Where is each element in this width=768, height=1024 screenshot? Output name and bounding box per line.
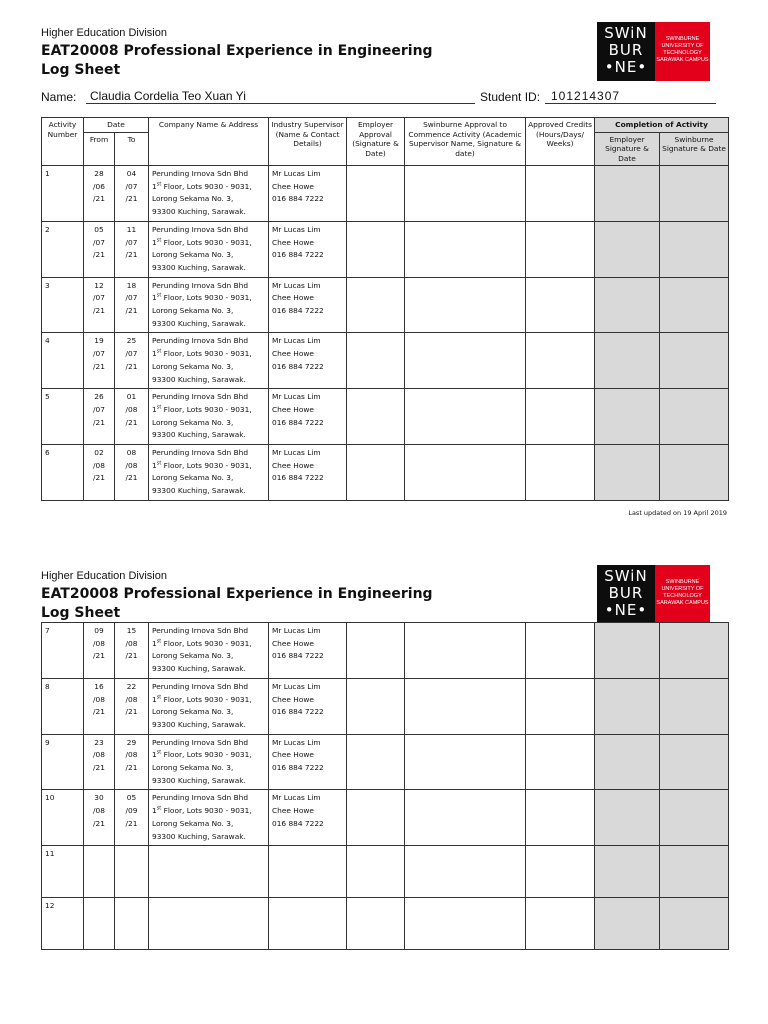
swinburne-approval-cell[interactable] — [405, 445, 526, 501]
swinburne-signature-cell[interactable] — [660, 846, 729, 898]
employer-approval-cell[interactable] — [347, 389, 405, 445]
table-row — [42, 623, 729, 679]
logo-subtext: SWINBURNE UNIVERSITY OF TECHNOLOGY SARAWAK CAMPUS — [655, 22, 710, 81]
name-value: Claudia Cordelia Teo Xuan Yi — [90, 89, 246, 103]
date-to-cell — [115, 445, 149, 501]
col-date-from: From — [84, 132, 115, 166]
date-to: 11 /07 /21 — [125, 224, 138, 260]
supervisor-cell — [269, 166, 347, 222]
employer-signature-cell[interactable] — [595, 846, 660, 898]
empty-cell[interactable] — [269, 898, 347, 950]
activity-number: 12 — [42, 898, 84, 950]
date-to: 29 /08 /21 — [125, 737, 138, 773]
swinburne-signature-cell[interactable] — [660, 445, 729, 501]
company-address: Perunding Irnova Sdn Bhd 1st Floor, Lots 9030 - 9031, Lorong Sekama No. 3, 93300 Kuching, Sarawak. — [152, 626, 252, 674]
table-row — [42, 678, 729, 734]
activity-number: 1 — [42, 166, 84, 222]
company-address: Perunding Irnova Sdn Bhd 1st Floor, Lots 9030 - 9031, Lorong Sekama No. 3, 93300 Kuching, Sarawak. — [152, 280, 252, 328]
col-swinburne-signature: Swinburne Signature & Date — [660, 132, 729, 166]
company-address: Perunding Irnova Sdn Bhd 1st Floor, Lots 9030 - 9031, Lorong Sekama No. 3, 93300 Kuching, Sarawak. — [152, 169, 252, 217]
swinburne-signature-cell[interactable] — [660, 277, 729, 333]
supervisor-details: Mr Lucas Lim Chee Howe 016 884 7222 — [272, 448, 324, 483]
employer-approval-cell[interactable] — [347, 790, 405, 846]
empty-cell[interactable] — [84, 898, 115, 950]
date-from-cell — [84, 734, 115, 790]
approved-credits-cell[interactable] — [526, 445, 595, 501]
date-to-cell — [115, 166, 149, 222]
company-address: Perunding Irnova Sdn Bhd 1st Floor, Lots 9030 - 9031, Lorong Sekama No. 3, 93300 Kuching, Sarawak. — [152, 336, 252, 384]
empty-cell[interactable] — [405, 846, 526, 898]
approved-credits-cell[interactable] — [526, 734, 595, 790]
student-id-underline — [545, 103, 716, 104]
empty-cell[interactable] — [149, 898, 269, 950]
empty-cell[interactable] — [347, 846, 405, 898]
supervisor-details: Mr Lucas Lim Chee Howe 016 884 7222 — [272, 793, 324, 828]
table-row — [42, 846, 729, 898]
col-supervisor: Industry Supervisor (Name & Contact Details) — [269, 118, 347, 166]
company-cell — [149, 445, 269, 501]
date-from-cell — [84, 166, 115, 222]
empty-cell[interactable] — [84, 846, 115, 898]
supervisor-cell — [269, 623, 347, 679]
col-completion: Completion of Activity — [595, 118, 729, 133]
table-row — [42, 333, 729, 389]
approved-credits-cell[interactable] — [526, 389, 595, 445]
employer-signature-cell[interactable] — [595, 445, 660, 501]
activity-number: 8 — [42, 678, 84, 734]
swinburne-signature-cell[interactable] — [660, 623, 729, 679]
company-cell — [149, 389, 269, 445]
swinburne-approval-cell[interactable] — [405, 166, 526, 222]
empty-cell[interactable] — [115, 898, 149, 950]
logo-wordmark: SWiN BUR •NE• — [597, 22, 655, 81]
date-from-cell — [84, 221, 115, 277]
employer-signature-cell[interactable] — [595, 166, 660, 222]
supervisor-details: Mr Lucas Lim Chee Howe 016 884 7222 — [272, 169, 324, 204]
title-line-2: Log Sheet — [41, 605, 121, 621]
company-cell — [149, 221, 269, 277]
table-row — [42, 445, 729, 501]
date-from-cell — [84, 790, 115, 846]
date-from: 19 /07 /21 — [93, 336, 105, 371]
date-to-cell — [115, 790, 149, 846]
title-line-2: Log Sheet — [41, 62, 121, 78]
employer-approval-cell[interactable] — [347, 623, 405, 679]
date-to-cell — [115, 623, 149, 679]
company-cell — [149, 678, 269, 734]
date-to-cell — [115, 221, 149, 277]
division-label-page-2: Higher Education Division — [41, 570, 167, 582]
date-to-cell — [115, 333, 149, 389]
date-to: 15 /08 /21 — [125, 626, 138, 661]
date-to: 18 /07 /21 — [125, 280, 138, 316]
supervisor-cell — [269, 678, 347, 734]
swinburne-approval-cell[interactable] — [405, 790, 526, 846]
date-from: 12 /07 /21 — [93, 280, 105, 316]
date-to: 08 /08 /21 — [125, 448, 138, 483]
supervisor-cell — [269, 790, 347, 846]
company-address: Perunding Irnova Sdn Bhd 1st Floor, Lots 9030 - 9031, Lorong Sekama No. 3, 93300 Kuching, Sarawak. — [152, 448, 252, 496]
name-label: Name: — [41, 90, 77, 104]
table-row — [42, 389, 729, 445]
date-from-cell — [84, 445, 115, 501]
company-address: Perunding Irnova Sdn Bhd 1st Floor, Lots 9030 - 9031, Lorong Sekama No. 3, 93300 Kuching, Sarawak. — [152, 224, 252, 272]
swinburne-signature-cell[interactable] — [660, 678, 729, 734]
swinburne-signature-cell[interactable] — [660, 166, 729, 222]
approved-credits-cell[interactable] — [526, 166, 595, 222]
table-row — [42, 166, 729, 222]
activity-number: 7 — [42, 623, 84, 679]
date-to-cell — [115, 389, 149, 445]
supervisor-cell — [269, 445, 347, 501]
activity-number: 3 — [42, 277, 84, 333]
date-from: 09 /08 /21 — [93, 626, 105, 661]
table-row — [42, 277, 729, 333]
logo-wordmark: SWiN BUR •NE• — [597, 565, 655, 624]
supervisor-details: Mr Lucas Lim Chee Howe 016 884 7222 — [272, 737, 324, 773]
date-from-cell — [84, 333, 115, 389]
supervisor-cell — [269, 734, 347, 790]
employer-approval-cell[interactable] — [347, 333, 405, 389]
swinburne-signature-cell[interactable] — [660, 898, 729, 950]
employer-signature-cell[interactable] — [595, 678, 660, 734]
date-from: 02 /08 /21 — [93, 448, 105, 483]
employer-signature-cell[interactable] — [595, 734, 660, 790]
student-id-value: 101214307 — [551, 89, 621, 103]
division-label: Higher Education Division — [41, 27, 167, 39]
swinburne-approval-cell[interactable] — [405, 221, 526, 277]
supervisor-cell — [269, 389, 347, 445]
employer-signature-cell[interactable] — [595, 277, 660, 333]
date-to-cell — [115, 277, 149, 333]
approved-credits-cell[interactable] — [526, 277, 595, 333]
name-underline — [86, 103, 475, 104]
company-cell — [149, 277, 269, 333]
date-from-cell — [84, 678, 115, 734]
employer-approval-cell[interactable] — [347, 277, 405, 333]
date-to-cell — [115, 734, 149, 790]
table-row — [42, 734, 729, 790]
col-activity-number: Activity Number — [42, 118, 84, 166]
empty-cell[interactable] — [405, 898, 526, 950]
employer-signature-cell[interactable] — [595, 898, 660, 950]
employer-signature-cell[interactable] — [595, 389, 660, 445]
empty-cell[interactable] — [115, 846, 149, 898]
date-from: 26 /07 /21 — [93, 392, 105, 427]
empty-cell[interactable] — [526, 846, 595, 898]
swinburne-signature-cell[interactable] — [660, 333, 729, 389]
student-id-label: Student ID: — [480, 90, 541, 104]
supervisor-cell — [269, 277, 347, 333]
swinburne-signature-cell[interactable] — [660, 790, 729, 846]
approved-credits-cell[interactable] — [526, 623, 595, 679]
activity-number: 11 — [42, 846, 84, 898]
col-company: Company Name & Address — [149, 118, 269, 166]
employer-approval-cell[interactable] — [347, 445, 405, 501]
logo-subtext: SWINBURNE UNIVERSITY OF TECHNOLOGY SARAWAK CAMPUS — [655, 565, 710, 624]
swinburne-signature-cell[interactable] — [660, 734, 729, 790]
company-address: Perunding Irnova Sdn Bhd 1st Floor, Lots 9030 - 9031, Lorong Sekama No. 3, 93300 Kuching, Sarawak. — [152, 793, 252, 841]
date-from-cell — [84, 623, 115, 679]
company-address: Perunding Irnova Sdn Bhd 1st Floor, Lots 9030 - 9031, Lorong Sekama No. 3, 93300 Kuching, Sarawak. — [152, 681, 252, 729]
supervisor-cell — [269, 221, 347, 277]
supervisor-details: Mr Lucas Lim Chee Howe 016 884 7222 — [272, 681, 324, 717]
table-row — [42, 221, 729, 277]
date-from: 28 /06 /21 — [93, 169, 105, 204]
date-from: 05 /07 /21 — [93, 224, 105, 260]
approved-credits-cell[interactable] — [526, 333, 595, 389]
supervisor-details: Mr Lucas Lim Chee Howe 016 884 7222 — [272, 336, 324, 371]
approved-credits-cell[interactable] — [526, 790, 595, 846]
table-row — [42, 898, 729, 950]
company-address: Perunding Irnova Sdn Bhd 1st Floor, Lots 9030 - 9031, Lorong Sekama No. 3, 93300 Kuching, Sarawak. — [152, 392, 252, 440]
activity-number: 10 — [42, 790, 84, 846]
swinburne-signature-cell[interactable] — [660, 389, 729, 445]
date-to: 05 /09 /21 — [125, 793, 138, 828]
employer-signature-cell[interactable] — [595, 221, 660, 277]
date-from: 23 /08 /21 — [93, 737, 105, 773]
log-table-page-2 — [41, 622, 729, 950]
swinburne-approval-cell[interactable] — [405, 623, 526, 679]
employer-approval-cell[interactable] — [347, 166, 405, 222]
employer-approval-cell[interactable] — [347, 734, 405, 790]
employer-approval-cell[interactable] — [347, 221, 405, 277]
swinburne-approval-cell[interactable] — [405, 678, 526, 734]
swinburne-signature-cell[interactable] — [660, 221, 729, 277]
employer-signature-cell[interactable] — [595, 790, 660, 846]
col-employer-signature: Employer Signature & Date — [595, 132, 660, 166]
document-title-page-2 — [41, 585, 433, 623]
employer-signature-cell[interactable] — [595, 333, 660, 389]
supervisor-details: Mr Lucas Lim Chee Howe 016 884 7222 — [272, 392, 324, 427]
col-date: Date — [84, 118, 149, 133]
date-to: 22 /08 /21 — [125, 681, 138, 717]
activity-number: 2 — [42, 221, 84, 277]
swinburne-approval-cell[interactable] — [405, 277, 526, 333]
swinburne-approval-cell[interactable] — [405, 734, 526, 790]
title-line-1: EAT20008 Professional Experience in Engineering — [41, 586, 433, 602]
supervisor-cell — [269, 333, 347, 389]
date-to: 01 /08 /21 — [125, 392, 138, 427]
empty-cell[interactable] — [149, 846, 269, 898]
activity-number: 6 — [42, 445, 84, 501]
employer-approval-cell[interactable] — [347, 678, 405, 734]
last-updated-note: Last updated on 19 April 2019 — [628, 509, 727, 517]
supervisor-details: Mr Lucas Lim Chee Howe 016 884 7222 — [272, 626, 324, 661]
empty-cell[interactable] — [526, 898, 595, 950]
company-cell — [149, 734, 269, 790]
approved-credits-cell[interactable] — [526, 678, 595, 734]
swinburne-approval-cell[interactable] — [405, 333, 526, 389]
activity-number: 4 — [42, 333, 84, 389]
supervisor-details: Mr Lucas Lim Chee Howe 016 884 7222 — [272, 224, 324, 260]
col-approved-credits: Approved Credits (Hours/Days/ Weeks) — [526, 118, 595, 166]
col-employer-approval: Employer Approval (Signature & Date) — [347, 118, 405, 166]
supervisor-details: Mr Lucas Lim Chee Howe 016 884 7222 — [272, 280, 324, 316]
table-row — [42, 790, 729, 846]
date-from-cell — [84, 277, 115, 333]
activity-number: 5 — [42, 389, 84, 445]
date-from: 16 /08 /21 — [93, 681, 105, 717]
empty-cell[interactable] — [347, 898, 405, 950]
employer-signature-cell[interactable] — [595, 623, 660, 679]
date-to: 04 /07 /21 — [125, 169, 138, 204]
activity-number: 9 — [42, 734, 84, 790]
date-to-cell — [115, 678, 149, 734]
company-cell — [149, 166, 269, 222]
date-from: 30 /08 /21 — [93, 793, 105, 828]
log-table-page-1 — [41, 117, 729, 501]
approved-credits-cell[interactable] — [526, 221, 595, 277]
title-line-1: EAT20008 Professional Experience in Engineering — [41, 43, 433, 59]
col-swinburne-approval: Swinburne Approval to Commence Activity (Academic Supervisor Name, Signature & date) — [405, 118, 526, 166]
empty-cell[interactable] — [269, 846, 347, 898]
document-title — [41, 42, 433, 80]
date-from-cell — [84, 389, 115, 445]
company-address: Perunding Irnova Sdn Bhd 1st Floor, Lots 9030 - 9031, Lorong Sekama No. 3, 93300 Kuching, Sarawak. — [152, 737, 252, 785]
company-cell — [149, 623, 269, 679]
company-cell — [149, 790, 269, 846]
swinburne-logo — [597, 22, 710, 81]
swinburne-approval-cell[interactable] — [405, 389, 526, 445]
swinburne-logo-page-2 — [597, 565, 710, 624]
company-cell — [149, 333, 269, 389]
date-to: 25 /07 /21 — [125, 336, 138, 371]
col-date-to: To — [115, 132, 149, 166]
